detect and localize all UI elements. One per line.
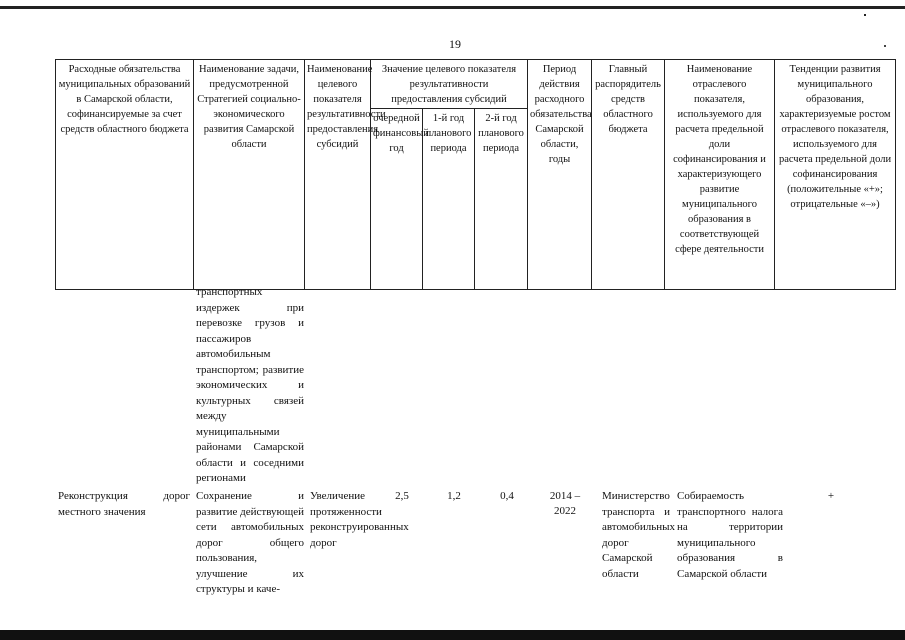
row-plan-year-2-value: 0,4: [500, 490, 514, 502]
top-rule: [0, 6, 905, 9]
header-current-year: очередной финансовый год: [371, 109, 423, 290]
row-current-year-value: 2,5: [395, 490, 409, 502]
header-period: Период действия расходного обязательства Самарской области, годы: [528, 60, 592, 290]
header-plan-year-2: 2-й год планового периода: [475, 109, 528, 290]
continued-task-text: транспортных издержек при перевозке грузов и пассажиров автомобильным транспортом; развитие экономических и культурных связей между муниципальными районами Самарской области и соседними регионами: [196, 286, 304, 484]
row-trend: +: [827, 490, 835, 502]
row-period: 2014 – 2022: [549, 490, 581, 517]
page-number: 19: [449, 37, 461, 51]
scan-mark: [884, 45, 886, 47]
header-main-manager: Главный распорядитель средств областного бюджета: [592, 60, 665, 290]
row-indicator-name: Увеличение протяженности реконструированных дорог: [310, 490, 409, 549]
header-indicator-name: Наименование целевого показателя результативности предоставления субсидий: [305, 60, 371, 290]
header-obligations: Расходные обязательства муниципальных образований в Самарской области, софинансируемые за счет средств областного бюджета: [56, 60, 194, 290]
row-task: Сохранение и развитие действующей сети автомобильных дорог общего пользования, улучшение их структуры и каче-: [196, 490, 304, 595]
table-header: [55, 59, 896, 290]
header-trends: Тенденции развития муниципального образования, характеризуемые ростом отраслевого показателя, используемого для расчета предельной доли софинансирования (положительные «+»; отрицательные «–»): [775, 60, 896, 290]
row-main-manager: Министерство транспорта и автомобильных дорог Самарской области: [602, 490, 675, 580]
header-sector-indicator: Наименование отраслевого показателя, используемого для расчета предельной доли софинансирования и характеризующего развитие муниципального образования в соответствующей сфере деятельности: [665, 60, 775, 290]
row-obligation: Реконструкция дорог местного значения: [58, 490, 190, 518]
header-target-value-group: Значение целевого показателя результативности предоставления субсидий: [371, 60, 528, 109]
header-plan-year-1: 1-й год планового периода: [423, 109, 475, 290]
header-task: Наименование задачи, предусмотренной Стратегией социально-экономического развития Самарской области: [194, 60, 305, 290]
scan-mark: [864, 14, 866, 16]
row-sector-indicator: Собираемость транспортного налога на территории муниципального образования в Самарской области: [677, 490, 783, 580]
row-plan-year-1-value: 1,2: [447, 490, 461, 502]
bottom-rule: [0, 630, 905, 640]
